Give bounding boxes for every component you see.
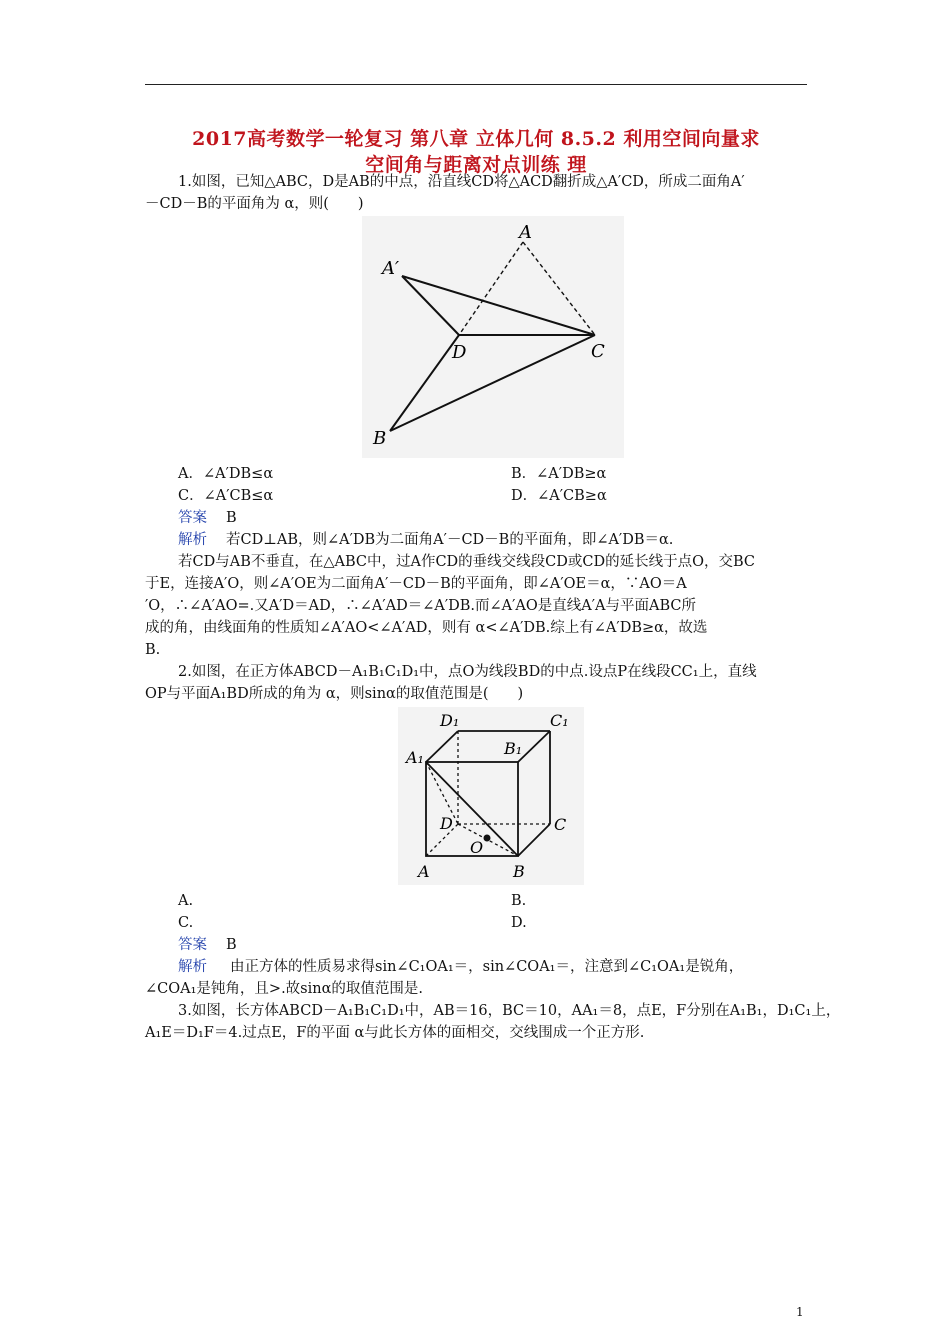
q2-stem-line2: OP与平面A₁BD所成的角为 α，则sinα的取值范围是( ) xyxy=(145,686,524,702)
document-title-line1: 2017高考数学一轮复习 第八章 立体几何 8.5.2 利用空间向量求 xyxy=(192,128,760,150)
q2-cube-figure xyxy=(398,707,584,885)
q2-point-o xyxy=(484,835,491,842)
q1-edge-d-b xyxy=(390,335,459,431)
q1-label-a-prime: A′ xyxy=(382,258,400,279)
q1-stem-line1: 1.如图，已知△ABC，D是AB的中点，沿直线CD将△ACD翻折成△A′CD，所成二面角A′ xyxy=(178,174,745,190)
q1-figure xyxy=(362,216,624,458)
q2-edge-a1-d1 xyxy=(426,731,458,762)
q1-answer: B xyxy=(226,510,237,526)
document-title-line2: 空间角与距离对点训练 理 xyxy=(365,154,587,176)
q1-analysis-label: 解析 xyxy=(178,532,207,548)
q1-analysis-line1: 若CD⊥AB，则∠A′DB为二面角A′－CD－B的平面角，即∠A′DB＝α. xyxy=(226,532,674,548)
q1-option-a: A．∠A′DB≤α xyxy=(178,466,274,482)
q1-analysis-line6: B. xyxy=(145,642,161,658)
q1-label-a: A xyxy=(519,222,532,243)
q2-label-b: B xyxy=(513,862,525,881)
q2-answer: B xyxy=(226,937,237,953)
q1-label-d: D xyxy=(452,342,467,363)
q1-analysis-line4: ′O，∴∠A′AO=.又A′D＝AD，∴∠A′AD＝∠A′DB.而∠A′AO是直线A′A与平面ABC所 xyxy=(145,598,697,614)
q1-label-b: B xyxy=(373,428,387,449)
q1-edge-a-d-dashed xyxy=(459,242,523,335)
q1-analysis-line2: 若CD与AB不垂直，在△ABC中，过A作CD的垂线交线段CD或CD的延长线于点O，交BC xyxy=(178,554,756,570)
q2-label-b1: B₁ xyxy=(504,739,523,758)
q1-option-c: C．∠A′CB≤α xyxy=(178,488,274,504)
q2-label-o: O xyxy=(470,838,484,857)
q2-analysis-line1: 由正方体的性质易求得sin∠C₁OA₁＝，sin∠COA₁＝，注意到∠C₁OA₁是锐角， xyxy=(230,959,744,975)
q2-label-a1: A₁ xyxy=(406,748,424,767)
q1-stem-line2: －CD－B的平面角为 α，则( ) xyxy=(145,196,364,212)
q1-edge-a-c-dashed xyxy=(523,242,595,335)
q2-label-c: C xyxy=(554,815,567,834)
q2-label-a: A xyxy=(418,862,430,881)
page-number: 1 xyxy=(796,1305,804,1319)
q2-option-b: B. xyxy=(511,893,527,909)
q2-analysis-line2: ∠COA₁是钝角，且>.故sinα的取值范围是. xyxy=(145,981,423,997)
q3-stem-line1: 3.如图，长方体ABCD－A₁B₁C₁D₁中，AB＝16，BC＝10，AA₁＝8，点E，F分别在A₁B₁，D₁C₁上， xyxy=(178,1003,841,1019)
q3-stem-line2: A₁E＝D₁F＝4.过点E，F的平面 α与此长方体的面相交，交线围成一个正方形. xyxy=(145,1025,645,1041)
q2-option-a: A. xyxy=(178,893,194,909)
q1-analysis-line5: 成的角，由线面角的性质知∠A′AO<∠A′AD，则有 α<∠A′DB.综上有∠A′DB≥α，故选 xyxy=(145,620,708,636)
q2-option-c: C. xyxy=(178,915,194,931)
q2-edge-b1-c1 xyxy=(518,731,550,762)
q1-analysis-line3: 于E，连接A′O，则∠A′OE为二面角A′－CD－B的平面角，即∠A′OE＝α，∵AO＝A xyxy=(145,576,687,592)
header-rule xyxy=(145,84,807,85)
q2-label-d1: D₁ xyxy=(440,711,460,730)
q2-option-d: D. xyxy=(511,915,527,931)
q2-analysis-label: 解析 xyxy=(178,959,207,975)
q1-label-c: C xyxy=(591,341,605,362)
q1-option-d: D．∠A′CB≥α xyxy=(511,488,607,504)
q2-answer-label: 答案 xyxy=(178,937,207,953)
q1-option-b: B．∠A′DB≥α xyxy=(511,466,607,482)
q2-edge-b-c xyxy=(518,824,550,856)
q2-label-c1: C₁ xyxy=(550,711,569,730)
q1-answer-label: 答案 xyxy=(178,510,207,526)
q2-stem-line1: 2.如图，在正方体ABCD－A₁B₁C₁D₁中，点O为线段BD的中点.设点P在线段CC₁上，直线 xyxy=(178,664,757,680)
q1-edge-b-c xyxy=(390,335,595,431)
q2-label-d: D xyxy=(440,814,453,833)
